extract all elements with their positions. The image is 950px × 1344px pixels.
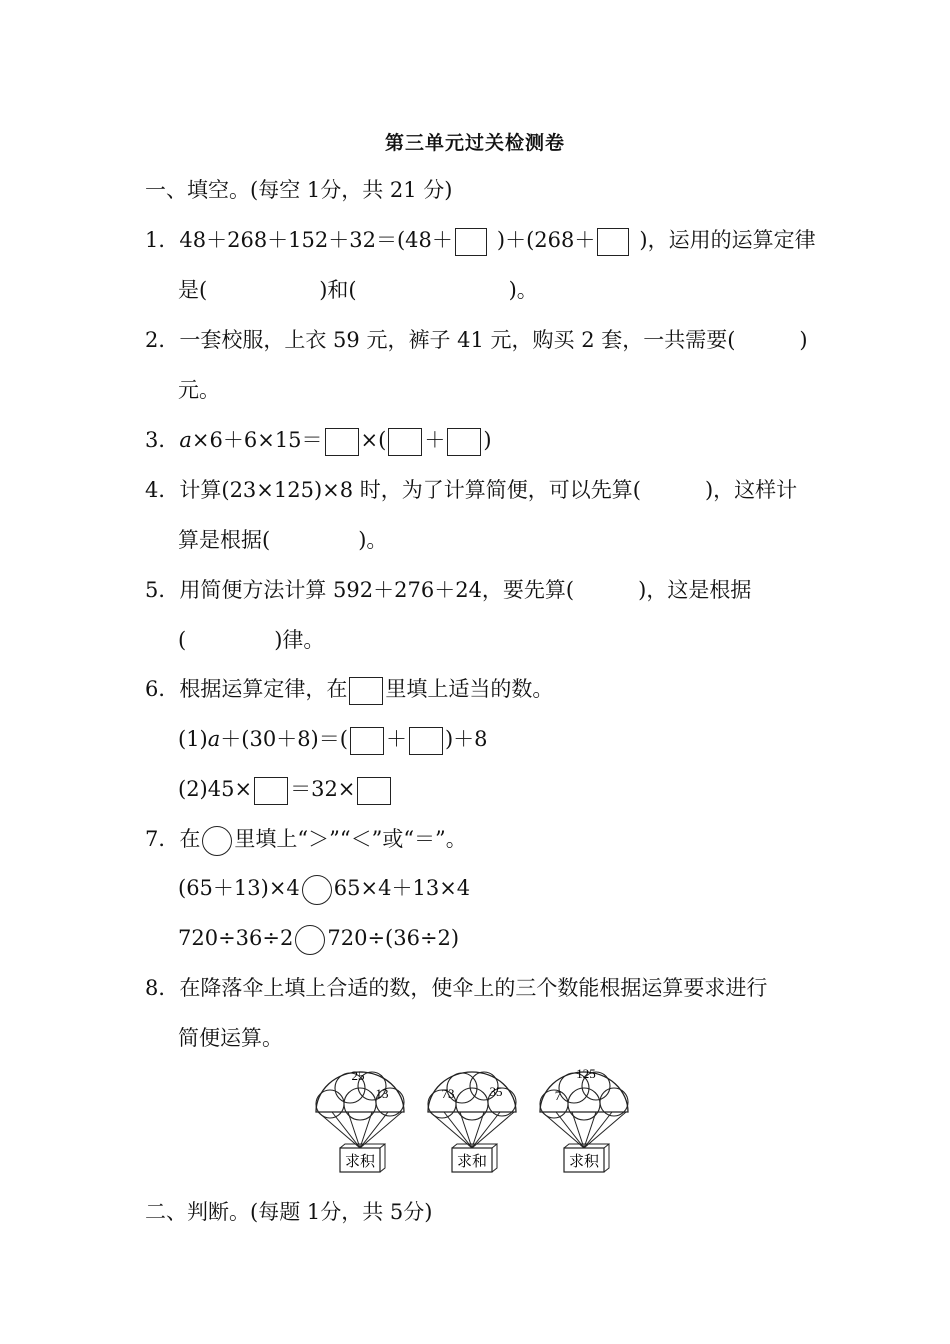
q3-text-a: ×6＋6×15＝ xyxy=(191,428,323,452)
q4-text-a: 计算(23×125)×8 时，为了计算简便，可以先算( xyxy=(179,478,641,502)
q4-line2-b: )。 xyxy=(358,528,388,552)
q2-text-b: ) xyxy=(799,328,808,352)
question-6 xyxy=(145,675,553,705)
q6-number: 6． xyxy=(145,677,180,701)
q1-text-b: )＋(268＋ xyxy=(496,228,596,252)
parachute-number-2: 125 xyxy=(576,1066,596,1081)
payload-label: 求和 xyxy=(456,1154,488,1170)
payload-label: 求积 xyxy=(568,1154,600,1170)
question-2 xyxy=(145,326,808,354)
q3-text-b: ×( xyxy=(360,428,387,452)
q1-text-a: 48＋268＋152＋32＝(48＋ xyxy=(179,228,453,252)
q5-text-b: )，这是根据 xyxy=(638,578,752,602)
question-6-part1 xyxy=(178,725,488,755)
q4-line2-a: 算是根据( xyxy=(178,528,271,552)
q2-text-a: 一套校服，上衣 59 元，裤子 41 元，购买 2 套，一共需要( xyxy=(179,328,736,352)
question-4 xyxy=(145,476,797,504)
parachute-3 xyxy=(540,1066,628,1172)
q6-part1-text-d: )＋8 xyxy=(444,727,488,751)
q3-text-c: ＋ xyxy=(424,428,446,452)
q7-text-b: 里填上“＞”“＜”或“＝”。 xyxy=(234,827,467,851)
q3-answer-box-1[interactable] xyxy=(325,428,359,456)
q6-part2-text-a: (2)45× xyxy=(178,777,253,801)
q7-number: 7． xyxy=(145,827,180,851)
q1-number: 1． xyxy=(145,228,180,252)
q2-number: 2． xyxy=(145,328,180,352)
q1-answer-box-2[interactable] xyxy=(597,228,629,256)
q1-text-c: )，运用的运算定律 xyxy=(639,228,816,252)
q8-number: 8． xyxy=(145,976,180,1000)
q7-expr1-right: 65×4＋13×4 xyxy=(333,876,471,900)
q4-text-b: )，这样计 xyxy=(704,478,798,502)
page-title: 第三单元过关检测卷 xyxy=(384,132,565,154)
q7-expr2-right: 720÷(36÷2) xyxy=(327,926,460,950)
q3-text-d: ) xyxy=(483,428,492,452)
question-8 xyxy=(145,974,767,1002)
q5-line2-b: )律。 xyxy=(274,628,325,652)
q4-number: 4． xyxy=(145,478,180,502)
q7-compare-circle-1[interactable] xyxy=(302,875,332,905)
q7-text-a: 在 xyxy=(179,827,201,851)
parachute-number-1: 73 xyxy=(441,1086,455,1101)
string xyxy=(444,1112,472,1148)
question-5-line2 xyxy=(178,626,324,654)
q5-number: 5． xyxy=(145,578,180,602)
string xyxy=(332,1112,360,1148)
q3-variable: a xyxy=(179,428,192,452)
q6-part1-text-b: ＋(30＋8)＝( xyxy=(220,727,348,751)
question-8-line2: 简便运算。 xyxy=(178,1026,283,1050)
string xyxy=(556,1112,584,1148)
q5-line2-a: ( xyxy=(178,628,187,652)
question-3 xyxy=(145,426,492,456)
q5-text-a: 用简便方法计算 592＋276＋24，要先算( xyxy=(179,578,575,602)
question-6-part2 xyxy=(178,775,393,805)
q3-number: 3． xyxy=(145,428,180,452)
parachute-number-2: 35 xyxy=(489,1084,503,1099)
q6-part1-text-c: ＋ xyxy=(385,727,407,751)
q6-example-box xyxy=(349,677,383,705)
question-2-line2: 元。 xyxy=(178,378,220,402)
q6-part2-text-b: ＝32× xyxy=(290,777,356,801)
question-1-line2 xyxy=(178,276,538,304)
q6-part2-box-1[interactable] xyxy=(254,777,288,805)
q1-line2-a: 是( xyxy=(178,278,208,302)
q1-answer-box-1[interactable] xyxy=(455,228,487,256)
q6-text-b: 里填上适当的数。 xyxy=(385,677,554,701)
payload-label: 求积 xyxy=(344,1154,376,1170)
q6-variable: a xyxy=(207,727,221,751)
question-4-line2 xyxy=(178,526,387,554)
string xyxy=(472,1112,500,1148)
q3-answer-box-2[interactable] xyxy=(388,428,422,456)
section2-heading: 二、判断。(每题 1分，共 5分) xyxy=(145,1200,433,1224)
q3-answer-box-3[interactable] xyxy=(447,428,481,456)
q8-text-a: 在降落伞上填上合适的数，使伞上的三个数能根据运算要求进行 xyxy=(179,976,768,1000)
payload-box-side xyxy=(492,1144,497,1172)
q1-line2-b: )和( xyxy=(319,278,357,302)
question-5 xyxy=(145,576,751,604)
question-7-expr2 xyxy=(178,924,459,955)
q6-part2-box-2[interactable] xyxy=(357,777,391,805)
q7-expr1-left: (65＋13)×4 xyxy=(178,876,300,900)
q6-part1-box-2[interactable] xyxy=(409,727,443,755)
q7-expr2-left: 720÷36÷2 xyxy=(178,926,294,950)
payload-box-side xyxy=(380,1144,385,1172)
q1-line2-c: )。 xyxy=(508,278,538,302)
question-7-expr1 xyxy=(178,874,470,905)
question-1 xyxy=(145,226,816,256)
q6-part1-box-1[interactable] xyxy=(350,727,384,755)
string xyxy=(584,1112,612,1148)
q6-text-a: 根据运算定律，在 xyxy=(179,677,348,701)
parachute-1 xyxy=(316,1068,404,1172)
string xyxy=(360,1112,388,1148)
parachute-number-1: 25 xyxy=(351,1068,365,1083)
parachute-number-2: 13 xyxy=(375,1086,389,1101)
parachute-number-1: 7 xyxy=(554,1088,562,1103)
parachute-2 xyxy=(428,1072,516,1172)
question-7 xyxy=(145,825,467,856)
q7-example-circle xyxy=(202,826,232,856)
payload-box-side xyxy=(604,1144,609,1172)
q6-part1-label: (1) xyxy=(178,727,208,751)
parachute-diagrams xyxy=(300,1060,650,1180)
q7-compare-circle-2[interactable] xyxy=(295,925,325,955)
section1-heading: 一、填空。(每空 1分，共 21 分) xyxy=(145,178,453,202)
